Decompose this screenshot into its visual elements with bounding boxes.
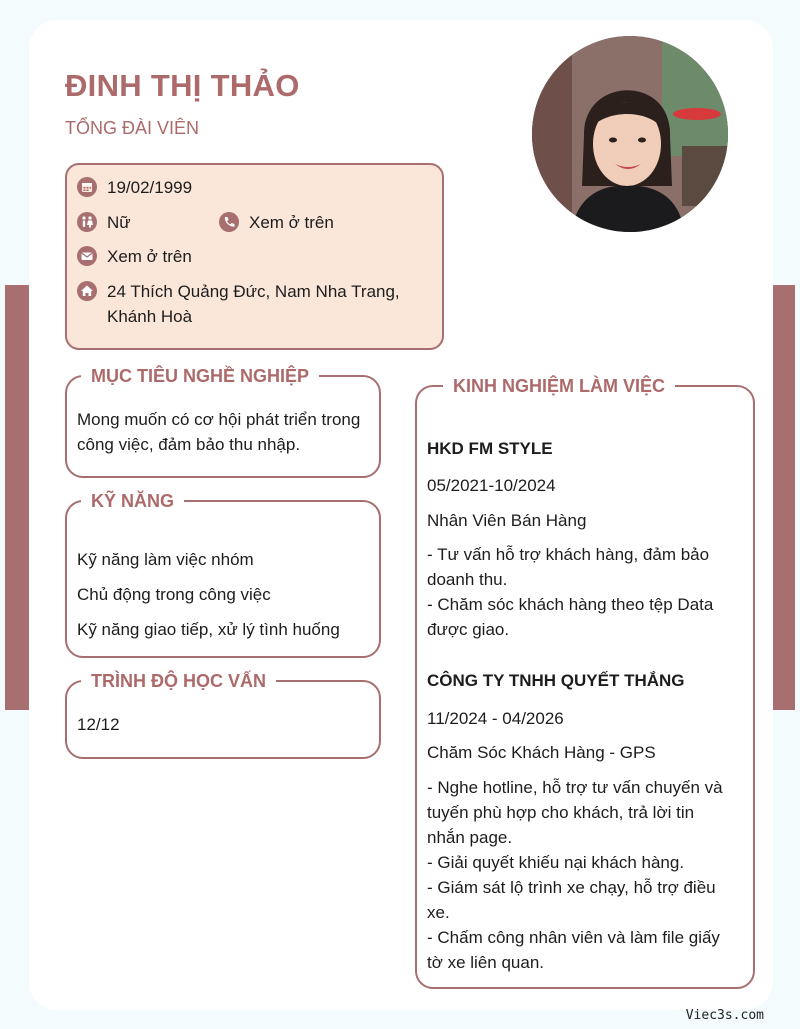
skill-item: Chủ động trong công việc — [77, 585, 271, 604]
profile-photo — [532, 36, 728, 232]
gender-row — [77, 210, 131, 235]
job-period: 11/2024 - 04/2026 — [427, 709, 564, 728]
job-description-line: - Giải quyết khiếu nại khách hàng. — [427, 853, 685, 872]
phone-value: Xem ở trên — [249, 213, 334, 232]
envelope-icon — [77, 246, 97, 266]
email-value: Xem ở trên — [107, 247, 192, 266]
address-row — [77, 279, 400, 329]
job-description-line: doanh thu. — [427, 570, 508, 589]
job-description-line: được giao. — [427, 620, 510, 639]
skills-title: KỸ NĂNG — [81, 490, 184, 512]
objective-title: MỤC TIÊU NGHỀ NGHIỆP — [81, 365, 319, 387]
job-period: 05/2021-10/2024 — [427, 476, 556, 495]
job-description-line: - Chấm công nhân viên và làm file giấy — [427, 928, 720, 947]
gender-value: Nữ — [107, 213, 131, 232]
job-description-line: tuyến phù hợp cho khách, trả lời tin — [427, 803, 695, 822]
calendar-icon — [77, 177, 97, 197]
education-title: TRÌNH ĐỘ HỌC VẤN — [81, 670, 276, 692]
left-accent-band — [5, 285, 29, 710]
job-description-line: xe. — [427, 903, 450, 922]
phone-icon — [219, 212, 239, 232]
right-accent-band — [771, 285, 795, 710]
job-description-line: - Chăm sóc khách hàng theo tệp Data — [427, 595, 714, 614]
skill-item: Kỹ năng làm việc nhóm — [77, 550, 254, 569]
job-description-line: tờ xe liên quan. — [427, 953, 544, 972]
job-description-line: - Tư vấn hỗ trợ khách hàng, đảm bảo — [427, 545, 710, 564]
job-company: HKD FM STYLE — [427, 439, 553, 458]
birthday-row — [77, 175, 192, 200]
phone-row — [219, 210, 334, 235]
job-description — [427, 542, 713, 642]
skill-item: Kỹ năng giao tiếp, xử lý tình huống — [77, 620, 340, 639]
job-position: Chăm Sóc Khách Hàng - GPS — [427, 743, 656, 762]
birthday-value: 19/02/1999 — [107, 178, 193, 197]
objective-text — [77, 407, 360, 457]
job-description-line: - Nghe hotline, hỗ trợ tư vấn chuyến và — [427, 778, 723, 797]
objective-line-1: Mong muốn có cơ hội phát triển trong — [77, 410, 361, 429]
job-company: CÔNG TY TNHH QUYẾT THẮNG — [427, 671, 685, 690]
objective-line-2: công việc, đảm bảo thu nhập. — [77, 435, 301, 454]
home-icon — [77, 281, 97, 301]
address-line-1: 24 Thích Quảng Đức, Nam Nha Trang, — [107, 282, 400, 301]
job-description — [427, 775, 723, 975]
job-description-line: - Giám sát lộ trình xe chạy, hỗ trợ điều — [427, 878, 716, 897]
education-value: 12/12 — [77, 715, 120, 734]
email-row — [77, 244, 192, 269]
gender-icon — [77, 212, 97, 232]
job-description-line: nhắn page. — [427, 828, 513, 847]
experience-title: KINH NGHIỆM LÀM VIỆC — [443, 375, 675, 397]
job-position: Nhân Viên Bán Hàng — [427, 511, 587, 530]
address-value — [107, 279, 400, 329]
profile-photo-illustration — [532, 36, 728, 232]
address-line-2: Khánh Hoà — [107, 307, 193, 326]
watermark-link[interactable]: Viec3s.com — [685, 1008, 764, 1023]
candidate-role: TỔNG ĐÀI VIÊN — [65, 118, 200, 138]
candidate-name: ĐINH THỊ THẢO — [65, 68, 300, 103]
